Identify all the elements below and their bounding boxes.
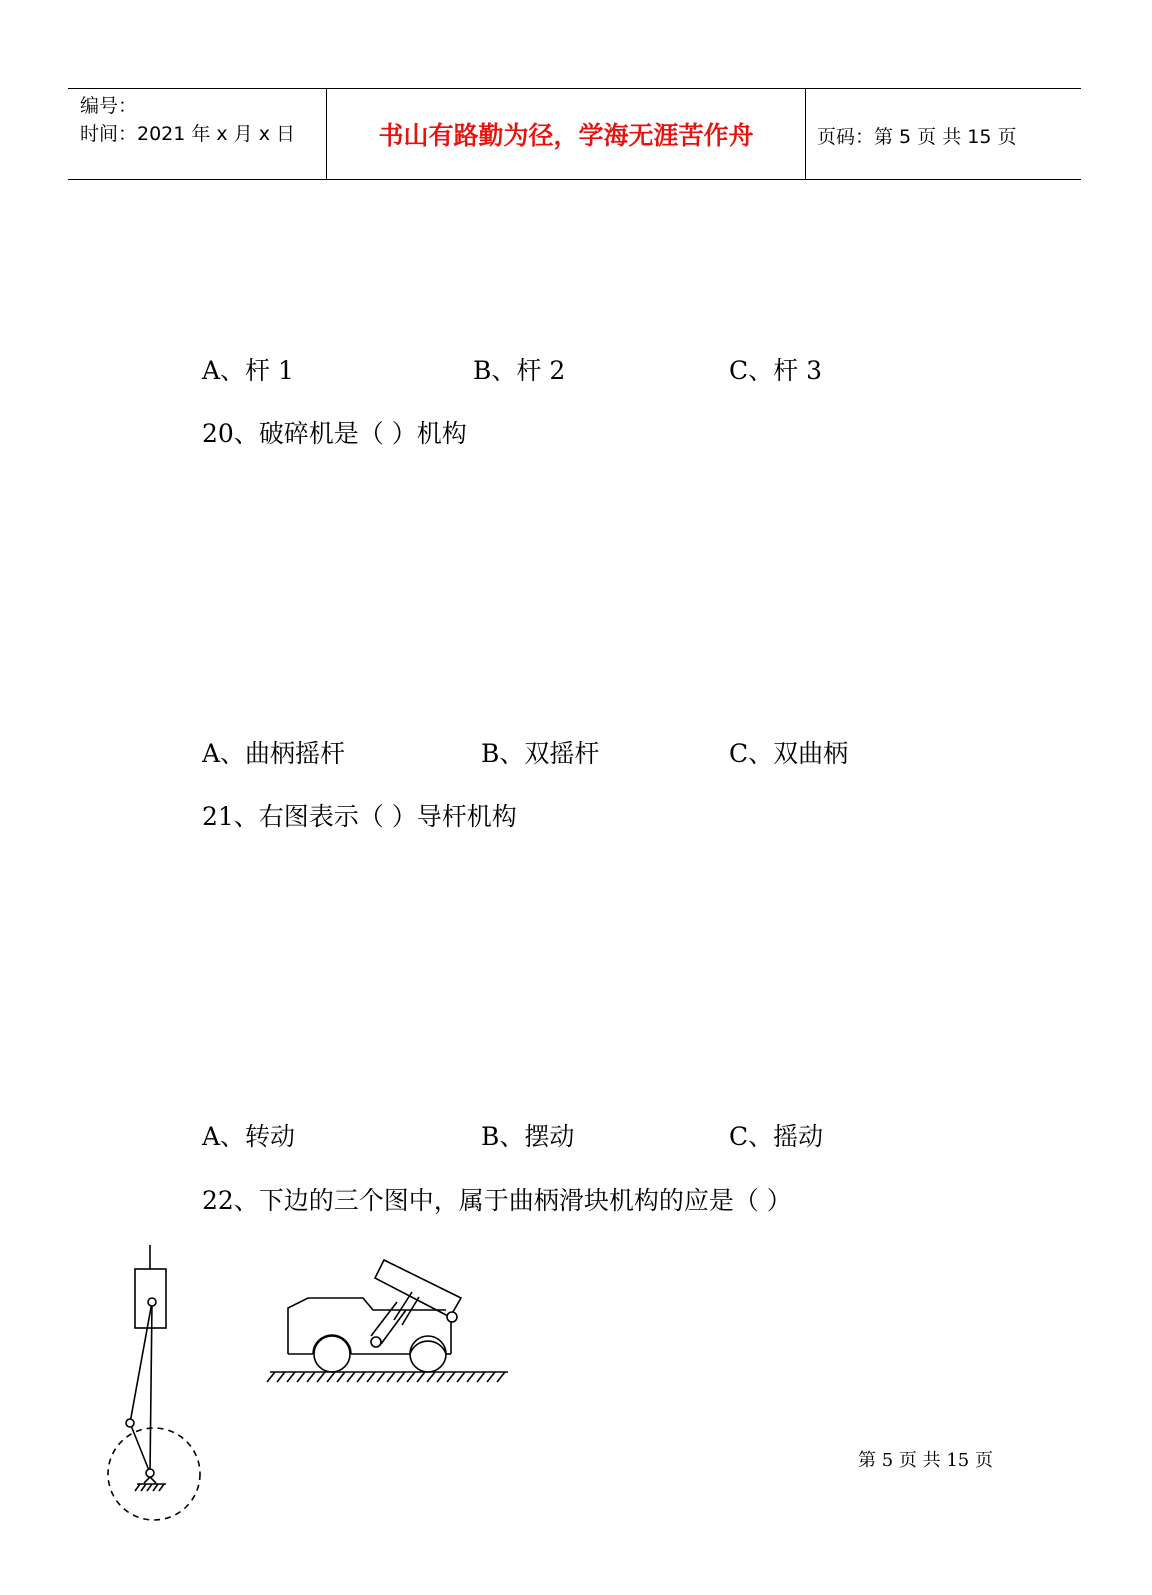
q20-option-c: C、双曲柄 <box>729 739 849 768</box>
header-time-label: 时间：2021 年 x 月 x 日 <box>80 123 296 145</box>
header-bottom-rule <box>68 179 1081 180</box>
q21-option-b: B、摆动 <box>481 1122 575 1151</box>
q22-stem: 22、下边的三个图中，属于曲柄滑块机构的应是（ ） <box>202 1186 792 1215</box>
header-top-rule <box>68 88 1081 89</box>
q20-option-b: B、双摇杆 <box>481 739 600 768</box>
page-footer: 第 5 页 共 15 页 <box>858 1450 993 1471</box>
q20-option-a: A、曲柄摇杆 <box>202 739 346 768</box>
header-motto: 书山有路勤为径，学海无涯苦作舟 <box>378 121 754 150</box>
q21-stem: 21、右图表示（ ）导杆机构 <box>202 802 517 831</box>
dump-truck-diagram <box>265 1250 515 1390</box>
q20-stem: 20、破碎机是（ ）机构 <box>202 419 467 448</box>
q19-option-c: C、杆 3 <box>729 356 822 385</box>
q19-option-a: A、杆 1 <box>202 356 294 385</box>
q21-option-c: C、摇动 <box>729 1122 824 1151</box>
header-page-code: 页码：第 5 页 共 15 页 <box>817 126 1017 148</box>
q21-option-a: A、转动 <box>202 1122 296 1151</box>
q19-option-b: B、杆 2 <box>473 356 566 385</box>
header-number-label: 编号： <box>80 95 138 117</box>
crank-slider-diagram <box>100 1240 210 1530</box>
